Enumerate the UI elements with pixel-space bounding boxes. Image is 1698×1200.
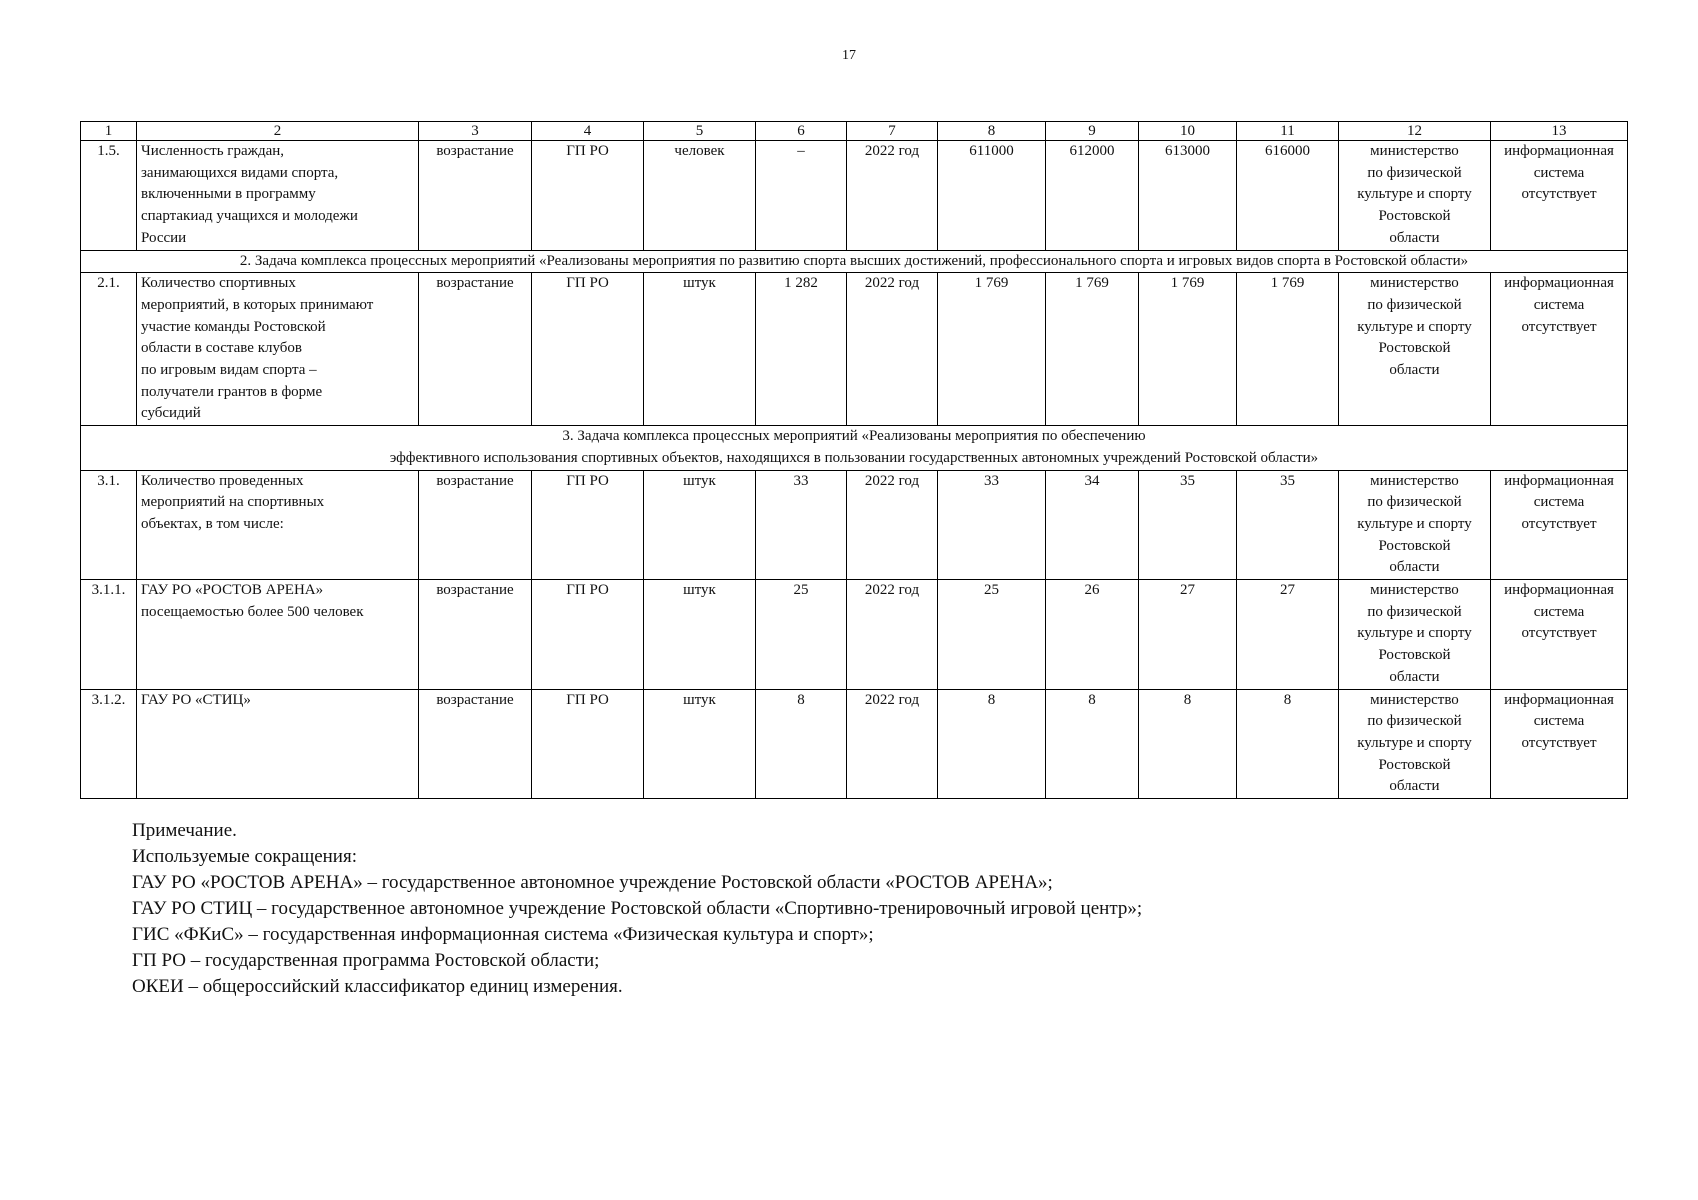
- value-col-9: 8: [1046, 689, 1139, 799]
- row-number: 3.1.1.: [81, 580, 137, 690]
- section-title: 3. Задача комплекса процессных мероприятий «Реализованы мероприятия по обеспечению эффективного использования спортивных объектов, находящихся в пользовании государственных автономных учреждений Ростовской области»: [81, 426, 1628, 470]
- section-title: 2. Задача комплекса процессных мероприятий «Реализованы мероприятия по развитию спорта высших достижений, профессионального спорта и игровых видов спорта в Ростовской области»: [81, 250, 1628, 273]
- abbreviation-line: ОКЕИ – общероссийский классификатор единиц измерения.: [132, 976, 623, 997]
- responsible: министерство по физической культуре и спорту Ростовской области: [1339, 689, 1491, 799]
- level: ГП РО: [532, 689, 644, 799]
- row-number: 3.1.: [81, 470, 137, 580]
- info-system: информационная система отсутствует: [1491, 470, 1628, 580]
- value-col-8: 1 769: [938, 273, 1046, 426]
- unit: штук: [644, 689, 756, 799]
- value-col-10: 27: [1139, 580, 1237, 690]
- header-cell: 3: [419, 122, 532, 141]
- header-cell: 13: [1491, 122, 1628, 141]
- indicator-name: ГАУ РО «РОСТОВ АРЕНА» посещаемостью более 500 человек: [137, 580, 419, 690]
- base-value: 8: [756, 689, 847, 799]
- value-col-11: 27: [1237, 580, 1339, 690]
- header-cell: 2: [137, 122, 419, 141]
- header-cell: 4: [532, 122, 644, 141]
- header-cell: 6: [756, 122, 847, 141]
- unit: штук: [644, 470, 756, 580]
- direction: возрастание: [419, 580, 532, 690]
- direction: возрастание: [419, 470, 532, 580]
- header-cell: 10: [1139, 122, 1237, 141]
- value-col-8: 25: [938, 580, 1046, 690]
- value-col-9: 34: [1046, 470, 1139, 580]
- value-col-8: 8: [938, 689, 1046, 799]
- table-row: [81, 580, 1628, 690]
- abbreviation-line: ГАУ РО СТИЦ – государственное автономное учреждение Ростовской области «Спортивно-тренировочный игровой центр»;: [132, 898, 1143, 919]
- notes-subheading: Используемые сокращения:: [132, 846, 357, 867]
- base-year: 2022 год: [847, 580, 938, 690]
- responsible: министерство по физической культуре и спорту Ростовской области: [1339, 141, 1491, 251]
- table-row: [81, 689, 1628, 799]
- base-value: 33: [756, 470, 847, 580]
- info-system: информационная система отсутствует: [1491, 141, 1628, 251]
- header-cell: 11: [1237, 122, 1339, 141]
- level: ГП РО: [532, 470, 644, 580]
- notes-heading: Примечание.: [132, 820, 237, 841]
- value-col-11: 616000: [1237, 141, 1339, 251]
- value-col-9: 612000: [1046, 141, 1139, 251]
- value-col-10: 8: [1139, 689, 1237, 799]
- info-system: информационная система отсутствует: [1491, 580, 1628, 690]
- info-system: информационная система отсутствует: [1491, 689, 1628, 799]
- abbreviation-line: ГАУ РО «РОСТОВ АРЕНА» – государственное автономное учреждение Ростовской области «РОСТОВ АРЕНА»;: [132, 872, 1053, 893]
- abbreviation-line: ГИС «ФКиС» – государственная информационная система «Физическая культура и спорт»;: [132, 924, 874, 945]
- level: ГП РО: [532, 273, 644, 426]
- responsible: министерство по физической культуре и спорту Ростовской области: [1339, 273, 1491, 426]
- abbreviation-line: ГП РО – государственная программа Ростовской области;: [132, 950, 600, 971]
- value-col-9: 26: [1046, 580, 1139, 690]
- value-col-9: 1 769: [1046, 273, 1139, 426]
- direction: возрастание: [419, 141, 532, 251]
- indicators-table: [80, 121, 1628, 799]
- indicator-name: Количество проведенных мероприятий на спортивных объектах, в том числе:: [137, 470, 419, 580]
- header-cell: 7: [847, 122, 938, 141]
- value-col-8: 33: [938, 470, 1046, 580]
- row-number: 3.1.2.: [81, 689, 137, 799]
- table-row: [81, 273, 1628, 426]
- indicator-name: ГАУ РО «СТИЦ»: [137, 689, 419, 799]
- level: ГП РО: [532, 580, 644, 690]
- unit: штук: [644, 273, 756, 426]
- base-year: 2022 год: [847, 689, 938, 799]
- row-number: 2.1.: [81, 273, 137, 426]
- value-col-10: 35: [1139, 470, 1237, 580]
- value-col-8: 611000: [938, 141, 1046, 251]
- level: ГП РО: [532, 141, 644, 251]
- base-year: 2022 год: [847, 470, 938, 580]
- direction: возрастание: [419, 273, 532, 426]
- value-col-11: 35: [1237, 470, 1339, 580]
- page-number: 17: [842, 48, 856, 63]
- header-cell: 1: [81, 122, 137, 141]
- responsible: министерство по физической культуре и спорту Ростовской области: [1339, 470, 1491, 580]
- indicator-name: Численность граждан, занимающихся видами спорта, включенными в программу спартакиад учащихся и молодежи России: [137, 141, 419, 251]
- value-col-11: 1 769: [1237, 273, 1339, 426]
- indicator-name: Количество спортивных мероприятий, в которых принимают участие команды Ростовской области в составе клубов по игровым видам спорта – получатели грантов в форме субсидий: [137, 273, 419, 426]
- table-row: [81, 141, 1628, 251]
- base-value: –: [756, 141, 847, 251]
- section-row: [81, 426, 1628, 470]
- header-cell: 12: [1339, 122, 1491, 141]
- info-system: информационная система отсутствует: [1491, 273, 1628, 426]
- base-year: 2022 год: [847, 273, 938, 426]
- value-col-10: 613000: [1139, 141, 1237, 251]
- table-row: [81, 470, 1628, 580]
- unit: человек: [644, 141, 756, 251]
- responsible: министерство по физической культуре и спорту Ростовской области: [1339, 580, 1491, 690]
- direction: возрастание: [419, 689, 532, 799]
- unit: штук: [644, 580, 756, 690]
- base-value: 1 282: [756, 273, 847, 426]
- notes-block: [132, 818, 1632, 1000]
- base-year: 2022 год: [847, 141, 938, 251]
- base-value: 25: [756, 580, 847, 690]
- value-col-11: 8: [1237, 689, 1339, 799]
- section-row: [81, 250, 1628, 273]
- header-row: [81, 122, 1628, 141]
- header-cell: 8: [938, 122, 1046, 141]
- header-cell: 9: [1046, 122, 1139, 141]
- row-number: 1.5.: [81, 141, 137, 251]
- value-col-10: 1 769: [1139, 273, 1237, 426]
- header-cell: 5: [644, 122, 756, 141]
